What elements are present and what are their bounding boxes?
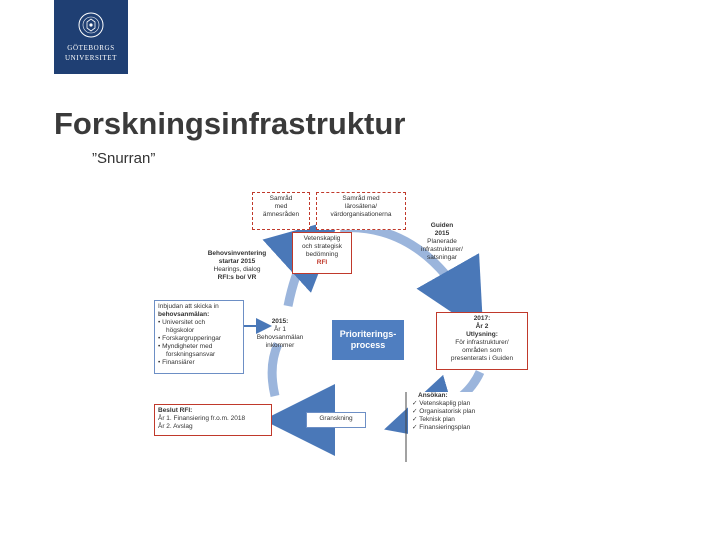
logo-line-1: GÖTEBORGS xyxy=(67,44,115,52)
text-line: Utlysning: xyxy=(466,331,498,338)
text-line: Samråd xyxy=(269,195,293,202)
text-line: År 2 xyxy=(475,323,489,330)
text-line: RFI:s bo/ VR xyxy=(217,274,257,281)
box-samrad-larosatena xyxy=(316,192,406,230)
prioriteringsprocess-box xyxy=(332,320,404,360)
box-behovsinventering xyxy=(196,250,278,290)
text-line: infrastrukturer/ xyxy=(421,246,463,253)
text-line: Inbjudan att skicka in xyxy=(158,303,219,310)
text-line: högskolor xyxy=(166,327,195,334)
bullet-item: • Finansiärer xyxy=(158,359,240,367)
text-line: presenterats i Guiden xyxy=(450,355,514,362)
text-line: Guiden xyxy=(430,222,454,229)
text-line: och strategisk xyxy=(301,243,343,250)
text-line: Prioriterings- xyxy=(339,329,397,339)
check-item: ✓ Finansieringsplan xyxy=(412,424,504,432)
box-ar2-utlysning xyxy=(436,312,528,370)
text-line: RFI xyxy=(316,259,328,266)
text-line: ämnesråden xyxy=(262,211,300,218)
text-line: inkommer xyxy=(265,342,295,349)
text-line: områden som xyxy=(462,347,502,354)
bullet-item: • Myndigheter med xyxy=(158,343,240,351)
slide-title: Forskningsinfrastruktur xyxy=(54,106,406,141)
text-line: behovsanmälan: xyxy=(158,311,210,318)
check-item: ✓ Teknisk plan xyxy=(412,416,504,424)
text-line: Hearings, dialog xyxy=(213,266,261,273)
box-ar1 xyxy=(250,318,310,358)
bullet-item: • Forskargrupperingar xyxy=(158,335,240,343)
university-crest-icon xyxy=(78,12,104,38)
text-line: process xyxy=(350,340,386,350)
text-line: 2015: xyxy=(271,318,289,325)
check-item: ✓ Vetenskaplig plan xyxy=(412,400,504,408)
bullet-item: • Universitet och xyxy=(158,319,240,327)
slide-subtitle: ”Snurran” xyxy=(92,150,156,167)
text-line: År 1 xyxy=(274,326,286,333)
check-item: ✓ Organisatorisk plan xyxy=(412,408,504,416)
text-line: Planerade xyxy=(427,238,457,245)
box-bedomning xyxy=(292,232,352,274)
text-line: Beslut RFI: xyxy=(158,407,193,414)
text-line: med xyxy=(274,203,288,210)
text-line: Behovsanmälan xyxy=(256,334,304,341)
text-line: startar 2015 xyxy=(218,258,256,265)
text-line: värdorganisationerna xyxy=(330,211,392,218)
text-line: bedömning xyxy=(305,251,339,258)
text-line: Granskning xyxy=(319,415,353,422)
text-line: Ansökan: xyxy=(418,392,448,399)
text-line: 2015 xyxy=(434,230,450,237)
box-granskning xyxy=(306,412,366,428)
text-line: Behovsinventering xyxy=(207,250,267,257)
text-line: 2017: xyxy=(473,315,491,322)
text-line: Samråd med xyxy=(342,195,380,202)
text-line: År 2. Avslag xyxy=(158,423,193,430)
university-logo xyxy=(54,0,128,74)
text-line: För infrastrukturer/ xyxy=(455,339,509,346)
box-samrad-amnesraden xyxy=(252,192,310,230)
text-line: År 1. Finansiering fr.o.m. 2018 xyxy=(158,415,246,422)
process-diagram xyxy=(140,186,580,468)
text-line: lärosätena/ xyxy=(344,203,378,210)
text-line: satsningar xyxy=(427,254,457,261)
box-inbjudan xyxy=(154,300,244,374)
logo-line-2: UNIVERSITET xyxy=(64,54,118,62)
box-ansokan xyxy=(408,392,504,450)
text-line: forskningsansvar xyxy=(166,351,216,358)
text-line: Vetenskaplig xyxy=(303,235,341,242)
box-guiden xyxy=(402,222,482,270)
box-beslut xyxy=(154,404,272,436)
